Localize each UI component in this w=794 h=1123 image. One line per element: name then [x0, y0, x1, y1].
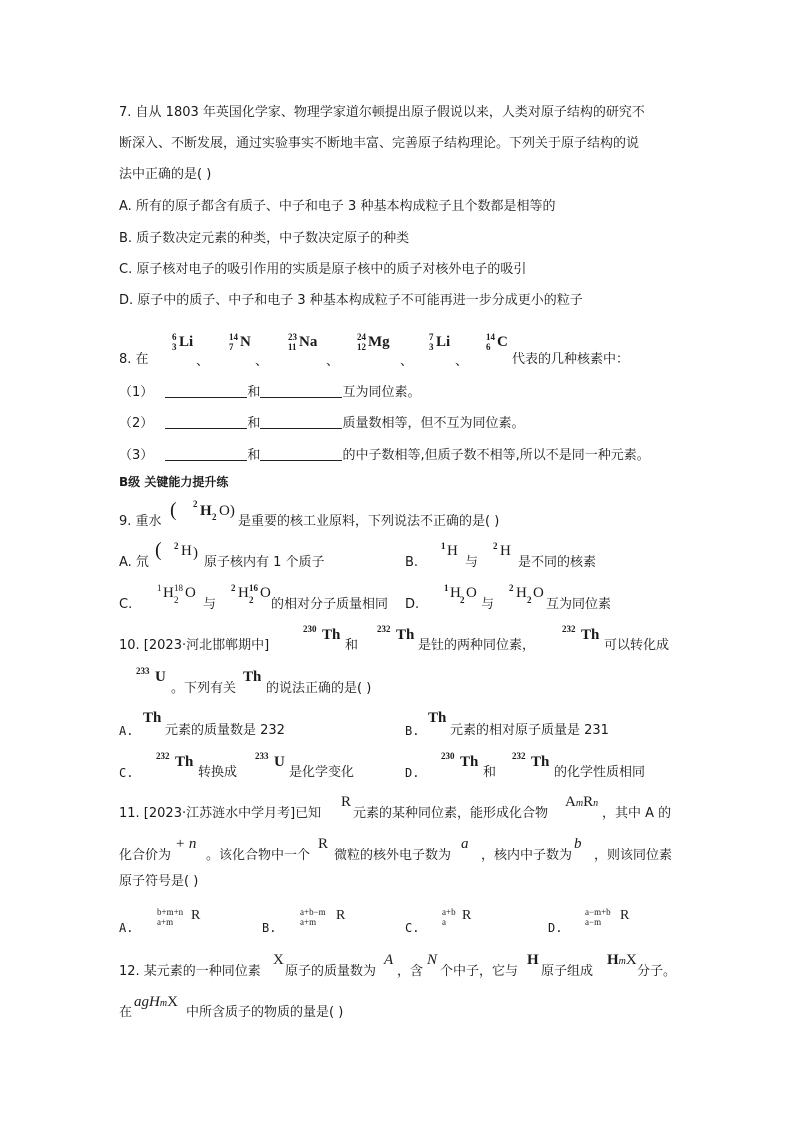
element-symbol: Th — [581, 627, 600, 643]
q11-line1-b: 元素的某种同位素，能形成化合物 — [353, 806, 549, 821]
q11-line2-c: 微粒的核外电子数为 — [334, 848, 452, 863]
aghmx-formula — [134, 992, 178, 1014]
q11-option-a[interactable] — [119, 918, 133, 938]
separator: 、 — [326, 354, 340, 369]
h-symbol: H — [527, 952, 539, 968]
element-symbol: H — [516, 585, 527, 601]
q10-optA-tail: 元素的质量数是 232 — [165, 723, 285, 738]
q11-line1-c: ，其中 A 的 — [602, 806, 672, 821]
isotope-c-top: a+b — [442, 907, 456, 917]
q10-optC-mid: 转换成 — [198, 765, 238, 780]
element-symbol: Th — [322, 627, 341, 643]
isotope-b-symbol: R — [336, 908, 346, 923]
sub-tail: 互为同位素。 — [342, 385, 421, 400]
option-label: C. — [119, 597, 133, 612]
option-label: B. — [405, 724, 420, 738]
q9-optA-paren-close: ) — [193, 545, 198, 561]
section-b-heading: B级 关键能力提升练 — [119, 475, 229, 489]
element-symbol: H — [500, 543, 511, 559]
nuclide-mass: 24 — [357, 332, 366, 342]
q10-optD-tail: 的化学性质相同 — [554, 765, 646, 780]
isotope-d-bottom: a−m — [585, 917, 602, 927]
nuclide-z: 3 — [172, 342, 177, 352]
isotope-b-bottom: a+m — [300, 917, 317, 927]
q10-option-c[interactable] — [119, 763, 133, 783]
isotope-d-top: a−m+b — [585, 907, 611, 917]
subscript-m: m — [159, 998, 168, 1009]
nuclide-mass: 7 — [429, 332, 434, 342]
subscript: 2 — [249, 595, 254, 605]
element-symbol: H — [447, 543, 458, 559]
answer-blank[interactable] — [165, 414, 247, 429]
q9-stem-b: 是重要的核工业原料，下列说法不正确的是( ) — [238, 514, 500, 529]
q12-line2-b: 中所含质子的物质的量是( ) — [186, 1005, 344, 1020]
compound-formula — [565, 792, 598, 814]
x-symbol: X — [167, 994, 178, 1010]
q10-stem-e: 的说法正确的是( ) — [266, 681, 372, 696]
var-A: A — [384, 952, 394, 968]
r-symbol: R — [318, 836, 329, 852]
nuclide-z: 7 — [229, 342, 234, 352]
answer-blank[interactable] — [260, 383, 342, 398]
option-label: D. — [405, 766, 420, 780]
isotope-a-bottom: a+m — [157, 917, 174, 927]
option-label: B. — [405, 555, 419, 570]
q10-option-b[interactable] — [405, 721, 419, 741]
q9-option-a[interactable] — [119, 553, 149, 573]
nuclide-symbol: C — [497, 334, 508, 350]
nuclide-symbol: Li — [179, 334, 194, 350]
nuclide-symbol: Mg — [368, 334, 390, 350]
isotope-c-symbol: R — [462, 908, 472, 923]
isotope-a-top: b+m+n — [157, 907, 184, 917]
element-symbol: O — [533, 585, 544, 601]
element-symbol: H — [181, 543, 192, 559]
q10-option-a[interactable] — [119, 721, 133, 741]
d2o-sub: 2 — [212, 512, 217, 522]
q9-optD-mid: 与 — [481, 597, 495, 612]
a-symbol: A — [565, 794, 576, 810]
q8-suffix: 代表的几种核素中： — [512, 352, 630, 367]
q12-line2-a: 在 — [119, 1005, 133, 1020]
nuclide-z: 3 — [429, 342, 434, 352]
element-symbol: O — [260, 585, 271, 601]
mass-number: 230 — [441, 751, 455, 761]
nuclide-symbol: N — [240, 334, 251, 350]
q11-line2-d: ，核内中子数为 — [481, 848, 573, 863]
subscript: 2 — [174, 595, 179, 605]
d2o-mass: 2 — [193, 499, 198, 509]
sub-label: （2） — [119, 416, 154, 431]
q9-paren-open: ( — [170, 499, 177, 521]
element-symbol: Th — [143, 710, 162, 726]
subscript-m: m — [618, 956, 626, 967]
q9-optB-tail: 是不同的核素 — [518, 555, 597, 570]
sub-label: （1） — [119, 385, 154, 400]
mass-number: 2 — [509, 583, 514, 593]
subscript: 2 — [460, 595, 465, 605]
r-symbol: R — [341, 794, 352, 810]
q10-optB-tail: 元素的相对原子质量是 231 — [450, 723, 609, 738]
q10-stem-d: 。下列有关 — [171, 681, 237, 696]
element-symbol: Th — [460, 754, 479, 770]
q12-line1-a: 12. 某元素的一种同位素 — [119, 964, 261, 979]
mass-number: 233 — [255, 751, 269, 761]
q7-line-2: 断深入、不断发展，通过实验事实不断地丰富、完善原子结构理论。下列关于原子结构的说 — [119, 136, 640, 151]
element-symbol: H — [450, 585, 461, 601]
q9-stem-a: 9. 重水 — [119, 514, 162, 529]
nuclide-symbol: Li — [436, 334, 451, 350]
element-symbol: O — [466, 585, 477, 601]
q9-optD-tail: 互为同位素 — [546, 597, 612, 612]
option-label: B. — [262, 921, 277, 935]
nuclide-mass: 14 — [229, 332, 238, 342]
mass-number: 18 — [174, 583, 183, 593]
q9-option-d[interactable] — [405, 595, 419, 615]
q10-stem-a: 10. [2023·河北邯郸期中] — [119, 638, 270, 653]
q7-line-1: 7. 自从 1803 年英国化学家、物理学家道尔顿提出原子假说以来，人类对原子结构的研究不 — [119, 105, 645, 120]
x-symbol: X — [273, 952, 284, 968]
option-label: C. — [405, 921, 420, 935]
subscript-m: m — [575, 798, 584, 809]
separator: 、 — [455, 354, 469, 369]
q11-line2-e: ，则该同位素 — [594, 848, 673, 863]
q10-stem-c: 可以转化成 — [604, 638, 670, 653]
answer-blank[interactable] — [260, 446, 342, 461]
var-a: agH — [134, 994, 160, 1010]
q11-line2-a: 化合价为 — [119, 848, 172, 863]
q8-sub-1 — [119, 383, 420, 403]
q9-optB-mid: 与 — [465, 555, 479, 570]
element-symbol: Th — [175, 754, 194, 770]
element-symbol: H — [238, 585, 249, 601]
nuclide-z: 11 — [288, 342, 297, 352]
q11-line3: 原子符号是( ) — [119, 874, 199, 889]
option-label: A. — [119, 921, 134, 935]
q11-line2-b: 。该化合物中一个 — [206, 848, 311, 863]
q9-option-c[interactable] — [119, 595, 132, 615]
q7-option-a[interactable]: A. 所有的原子都含有质子、中子和电子 3 种基本构成粒子且个数都是相等的 — [119, 199, 556, 214]
nuclide-z: 6 — [486, 342, 491, 352]
element-symbol: O — [185, 585, 196, 601]
nuclide-z: 12 — [357, 342, 366, 352]
isotope-a-symbol: R — [191, 908, 201, 923]
q10-optC-tail: 是化学变化 — [289, 765, 355, 780]
element-symbol: Th — [396, 627, 415, 643]
separator: 、 — [196, 354, 210, 369]
q9-optA-paren-open: ( — [155, 539, 162, 561]
valence-value: + n — [175, 836, 197, 852]
isotope-d-symbol: R — [620, 908, 630, 923]
q11-option-d[interactable] — [548, 918, 562, 938]
q10-option-d[interactable] — [405, 763, 419, 783]
mass-number: 1 — [157, 583, 162, 593]
q8-prefix: 8. 在 — [119, 352, 149, 367]
q11-option-b[interactable] — [262, 918, 276, 938]
element-symbol: Th — [428, 710, 447, 726]
q8-sub-2 — [119, 414, 524, 434]
mass-number: 232 — [377, 624, 391, 634]
mass-number: 1 — [441, 541, 446, 551]
hmx-formula — [607, 950, 637, 972]
var-N: N — [427, 952, 438, 968]
d2o-h: H — [200, 503, 212, 519]
and-word: 和 — [247, 385, 261, 400]
mass-number: 1 — [444, 583, 449, 593]
element-symbol: U — [274, 754, 285, 770]
q11-line1-a: 11. [2023·江苏涟水中学月考]已知 — [119, 806, 322, 821]
isotope-b-top: a+b−m — [300, 907, 326, 917]
q10-stem-b: 是钍的两种同位素， — [418, 638, 536, 653]
q9-optC-mid: 与 — [203, 597, 217, 612]
mass-number: 2 — [231, 583, 236, 593]
and-word: 和 — [247, 416, 261, 431]
q9-optA-tail: 原子核内有 1 个质子 — [204, 555, 325, 570]
q12-line1-e: 原子组成 — [541, 964, 594, 979]
q10-and: 和 — [345, 638, 359, 653]
subscript-n: n — [593, 798, 599, 809]
q8-sub-3 — [119, 446, 650, 466]
q7-line-3: 法中正确的是( ) — [119, 167, 212, 182]
q11-option-c[interactable] — [405, 918, 419, 938]
r-symbol: R — [583, 794, 594, 810]
option-label: C. — [119, 766, 134, 780]
nuclide-mass: 14 — [486, 332, 495, 342]
answer-blank[interactable] — [260, 414, 342, 429]
answer-blank[interactable] — [165, 446, 247, 461]
x-symbol: X — [625, 952, 637, 968]
mass-number: 230 — [303, 624, 317, 634]
q12-line1-c: ，含 — [397, 964, 424, 979]
option-label: D. — [548, 921, 563, 935]
var-a: a — [461, 836, 469, 852]
subscript: 2 — [527, 595, 532, 605]
mass-number: 232 — [156, 751, 170, 761]
mass-number: 2 — [493, 541, 498, 551]
q7-option-c[interactable]: C. 原子核对电子的吸引作用的实质是原子核中的质子对核外电子的吸引 — [119, 262, 527, 277]
option-label: A. — [119, 724, 134, 738]
var-b: b — [574, 836, 582, 852]
separator: 、 — [400, 354, 414, 369]
q12-line1-f: 分子。 — [637, 964, 677, 979]
mass-number: 232 — [562, 624, 576, 634]
element-symbol: Th — [243, 669, 262, 685]
element-symbol: H — [163, 585, 174, 601]
sub-tail: 质量数相等，但不互为同位素。 — [342, 416, 525, 431]
q10-optD-mid: 和 — [483, 765, 497, 780]
sub-tail: 的中子数相等,但质子数不相等,所以不是同一种元素。 — [342, 448, 650, 463]
sub-label: （3） — [119, 448, 154, 463]
q7-option-b[interactable]: B. 质子数决定元素的种类，中子数决定原子的种类 — [119, 231, 410, 246]
q7-option-d[interactable]: D. 原子中的质子、中子和电子 3 种基本构成粒子不可能再进一步分成更小的粒子 — [119, 293, 583, 308]
nuclide-symbol: Na — [299, 334, 318, 350]
nuclide-mass: 6 — [172, 332, 177, 342]
option-label: A. 氘 — [119, 555, 149, 570]
mass-number: 2 — [174, 541, 179, 551]
answer-blank[interactable] — [165, 383, 247, 398]
separator: 、 — [255, 354, 269, 369]
isotope-c-bottom: a — [442, 917, 446, 927]
element-symbol: U — [155, 669, 166, 685]
mass-number: 16 — [249, 583, 258, 593]
q12-line1-b: 原子的质量数为 — [285, 964, 377, 979]
d2o-tail: O) — [219, 503, 235, 519]
element-symbol: Th — [531, 754, 550, 770]
h-symbol: H — [607, 952, 619, 968]
option-label: D. — [405, 597, 420, 612]
q9-option-b[interactable] — [405, 553, 418, 573]
mass-number: 232 — [512, 751, 526, 761]
and-word: 和 — [247, 448, 261, 463]
q12-line1-d: 个中子，它与 — [440, 964, 519, 979]
q9-optC-tail: 的相对分子质量相同 — [271, 597, 389, 612]
mass-number: 233 — [136, 666, 150, 676]
nuclide-mass: 23 — [288, 332, 297, 342]
